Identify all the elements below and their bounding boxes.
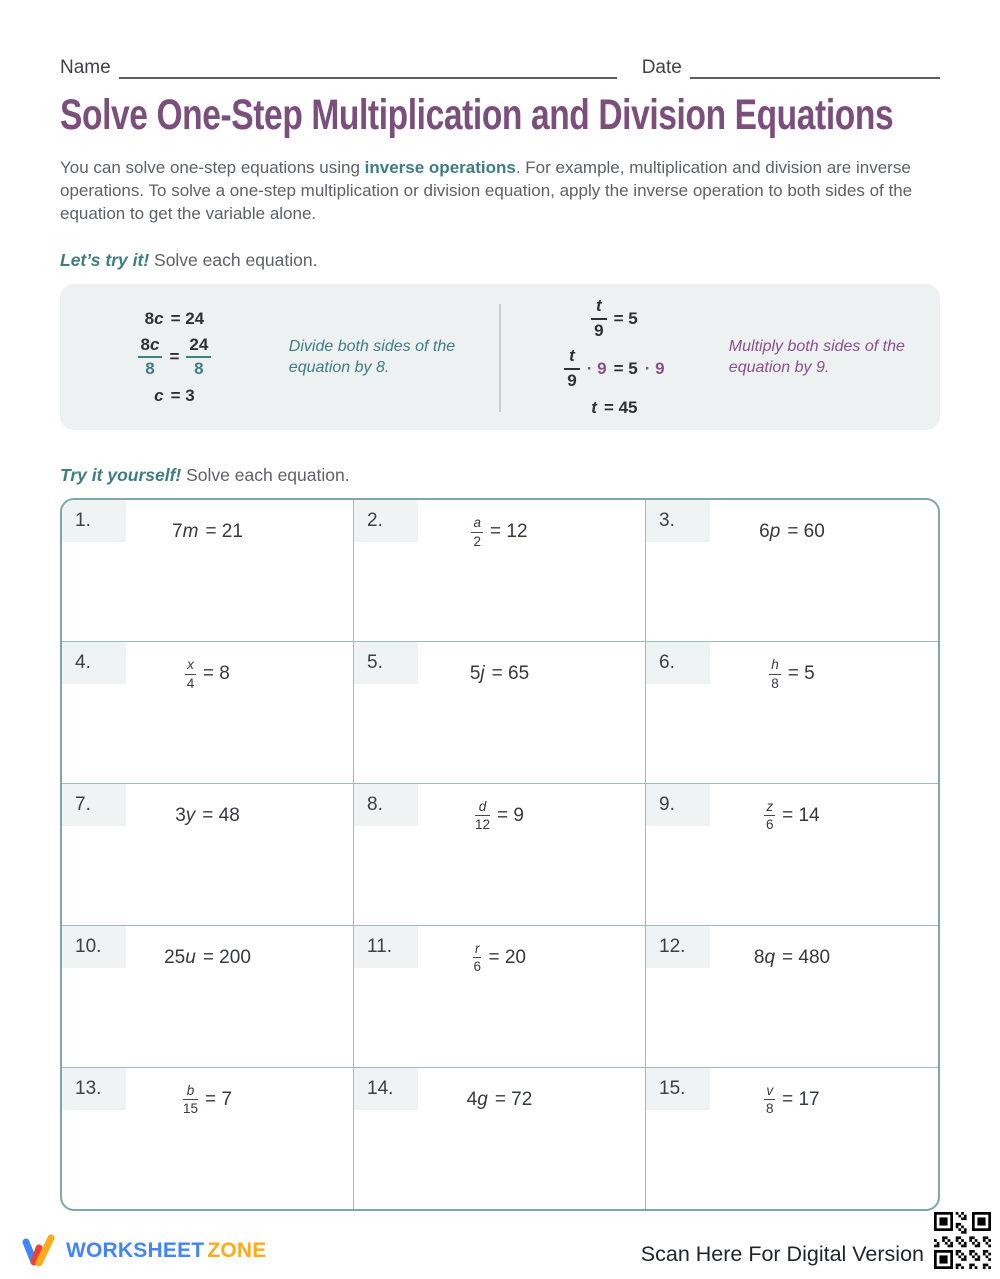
problem-equation: 3y = 48 xyxy=(175,804,240,826)
problem-equation: $\frac{b}{15}$ = 7 xyxy=(183,1082,232,1117)
problem-cell xyxy=(62,642,354,784)
problem-equation: $\frac{d}{12}$ = 9 xyxy=(475,798,524,833)
problem-equation: 5j = 65 xyxy=(469,663,530,685)
brand-zone: ZONE xyxy=(207,1239,267,1262)
name-label: Name xyxy=(60,57,111,78)
try-yourself-instruction: Solve each equation. xyxy=(186,465,350,486)
problem-equation: 8q = 480 xyxy=(753,946,831,968)
problem-number: 12. xyxy=(646,926,710,968)
lets-try-heading xyxy=(60,250,940,271)
worked-examples-box xyxy=(60,284,940,430)
intro-paragraph xyxy=(60,156,940,225)
fraction: $\frac{d}{12}$ xyxy=(475,798,491,833)
problem-number: 1. xyxy=(62,500,126,542)
problem-number: 7. xyxy=(62,784,126,826)
problem-cell xyxy=(646,642,938,784)
name-date-row xyxy=(60,0,940,79)
fraction: $\frac{h}{8}$ xyxy=(771,657,779,691)
problem-number: 11. xyxy=(354,926,418,968)
division-step-2: $\frac{8c}{8}$ = $\frac{24}{8}$ xyxy=(138,336,212,379)
problem-number: 4. xyxy=(62,642,126,684)
problem-number: 8. xyxy=(354,784,418,826)
try-yourself-heading xyxy=(60,465,940,486)
problem-cell xyxy=(354,784,646,926)
name-write-line xyxy=(119,57,617,79)
problem-number: 5. xyxy=(354,642,418,684)
example-division-steps xyxy=(60,309,289,406)
fraction: $\frac{z}{6}$ xyxy=(765,798,774,833)
problem-number: 2. xyxy=(354,500,418,542)
example-division xyxy=(60,284,500,430)
date-write-line xyxy=(690,57,940,79)
intro-before: You can solve one-step equations using xyxy=(60,158,365,177)
problem-equation: $\frac{v}{8}$ = 17 xyxy=(765,1082,820,1117)
problem-cell xyxy=(646,926,938,1068)
fraction: $\frac{t}{9}$ xyxy=(591,297,606,340)
problem-equation: $\frac{z}{6}$ = 14 xyxy=(765,798,820,833)
fraction: $\frac{x}{4}$ xyxy=(186,657,195,691)
problem-cell xyxy=(646,1068,938,1210)
problem-number: 3. xyxy=(646,500,710,542)
example-multiplication xyxy=(500,284,940,430)
try-yourself-label: Try it yourself! xyxy=(60,465,182,486)
problem-equation: $\frac{a}{2}$ = 12 xyxy=(473,515,528,549)
problem-number: 10. xyxy=(62,926,126,968)
problem-number: 6. xyxy=(646,642,710,684)
fraction: $\frac{8c}{8}$ xyxy=(138,336,163,379)
problem-equation: 4g = 72 xyxy=(466,1088,533,1110)
problems-grid xyxy=(60,498,940,1211)
problem-cell xyxy=(354,642,646,784)
intro-highlight: inverse operations xyxy=(364,158,516,177)
example-multiplication-steps xyxy=(500,297,729,418)
date-label: Date xyxy=(641,57,682,78)
multiplication-step-2: $\frac{t}{9}$ · 9 = 5 · 9 xyxy=(564,347,664,390)
problem-cell xyxy=(354,1068,646,1210)
worksheetzone-logo-icon xyxy=(22,1233,60,1269)
problem-cell xyxy=(62,926,354,1068)
problem-number: 14. xyxy=(354,1068,418,1110)
fraction: $\frac{24}{8}$ xyxy=(186,336,211,379)
problem-number: 15. xyxy=(646,1068,710,1110)
problem-cell xyxy=(62,1068,354,1210)
problem-equation: $\frac{r}{6}$ = 20 xyxy=(473,940,526,975)
problem-equation: $\frac{h}{8}$ = 5 xyxy=(771,657,815,691)
lets-try-instruction: Solve each equation. xyxy=(154,250,318,271)
division-step-3: c = 3 xyxy=(154,386,195,406)
intro-after: . For example, multiplication and division are inverse operations. To solve a one-step multiplication or division equation, apply the inverse operation to both sides of the equation to get the variable alone. xyxy=(60,158,913,224)
problem-equation: 7m = 21 xyxy=(172,521,243,543)
problem-number: 13. xyxy=(62,1068,126,1110)
lets-try-label: Let’s try it! xyxy=(60,250,150,271)
worksheetzone-logo xyxy=(22,1233,266,1269)
problem-cell xyxy=(646,500,938,642)
fraction: $\frac{t}{9}$ xyxy=(564,347,579,390)
fraction: $\frac{b}{15}$ xyxy=(183,1082,199,1117)
examples-divider xyxy=(499,304,501,412)
problem-cell xyxy=(354,500,646,642)
multiplication-annotation: Multiply both sides of the equation by 9. xyxy=(728,337,905,377)
fraction: $\frac{v}{8}$ xyxy=(765,1082,774,1117)
division-step-1: 8c = 24 xyxy=(144,308,205,328)
problem-equation: 25u = 200 xyxy=(164,946,251,968)
multiplication-step-3: t = 45 xyxy=(591,397,638,417)
problem-number: 9. xyxy=(646,784,710,826)
problem-equation: 6p = 60 xyxy=(759,521,825,543)
problem-cell xyxy=(646,784,938,926)
page-title: Solve One-Step Multiplication and Division Equations xyxy=(60,91,894,139)
qr-code xyxy=(934,1212,991,1269)
brand-worksheet: WORKSHEET xyxy=(66,1239,205,1262)
fraction: $\frac{a}{2}$ xyxy=(473,515,481,549)
problem-equation: $\frac{x}{4}$ = 8 xyxy=(186,657,230,691)
division-annotation: Divide both sides of the equation by 8. xyxy=(288,337,456,377)
problem-cell xyxy=(62,500,354,642)
scan-here-text: Scan Here For Digital Version xyxy=(640,1242,924,1266)
problem-cell xyxy=(62,784,354,926)
multiplication-step-1: $\frac{t}{9}$ = 5 xyxy=(591,297,638,340)
fraction: $\frac{r}{6}$ xyxy=(473,940,481,975)
problem-cell xyxy=(354,926,646,1068)
